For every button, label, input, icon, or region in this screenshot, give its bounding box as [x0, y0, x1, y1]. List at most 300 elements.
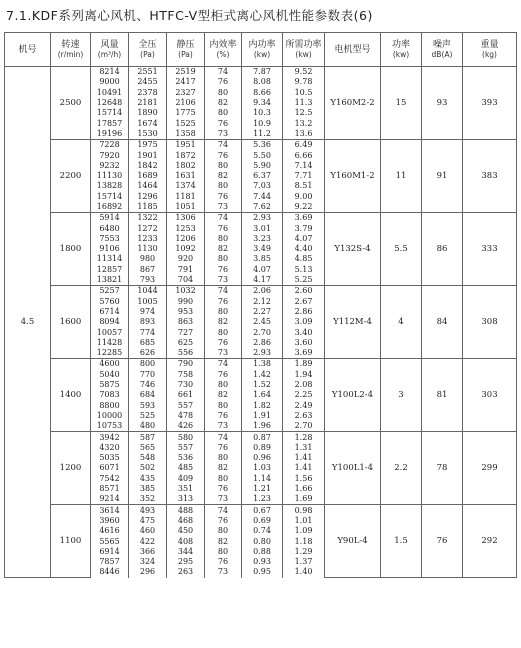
- value-cell: 793: [129, 275, 167, 286]
- value-cell: 4616: [91, 526, 129, 536]
- value-cell: 770: [129, 370, 167, 380]
- value-cell: 12857: [91, 265, 129, 275]
- column-header-unit: (kg): [482, 49, 497, 59]
- value-cell: 1.41: [283, 453, 325, 463]
- value-cell: 1.28: [283, 432, 325, 443]
- column-header-label: 所需功率: [285, 39, 322, 50]
- value-cell: 4.40: [283, 244, 325, 254]
- column-header-label: 噪声: [432, 39, 451, 50]
- value-cell: 7.71: [283, 171, 325, 181]
- value-cell: 1.89: [283, 359, 325, 370]
- value-cell: 435: [129, 474, 167, 484]
- value-cell: 7228: [91, 140, 129, 151]
- value-cell: 1.96: [242, 421, 283, 432]
- value-cell: 82: [205, 463, 242, 473]
- value-cell: 408: [167, 536, 205, 546]
- value-cell: 1.66: [283, 484, 325, 494]
- weight-cell: 393: [463, 67, 517, 140]
- value-cell: 661: [167, 390, 205, 400]
- value-cell: 11314: [91, 254, 129, 264]
- value-cell: 422: [129, 536, 167, 546]
- power-cell: 2.2: [381, 432, 422, 505]
- value-cell: 16892: [91, 202, 129, 213]
- value-cell: 730: [167, 380, 205, 390]
- column-header-label: 风量: [100, 39, 119, 50]
- value-cell: 7.87: [242, 67, 283, 78]
- value-cell: 4.07: [283, 234, 325, 244]
- value-cell: 366: [129, 547, 167, 557]
- value-cell: 82: [205, 98, 242, 108]
- value-cell: 5875: [91, 380, 129, 390]
- value-cell: 0.88: [242, 547, 283, 557]
- column-header-unit: (%): [216, 49, 230, 59]
- table-row: [5, 432, 517, 443]
- column-header-unit: (kw): [392, 49, 410, 59]
- value-cell: 2.93: [242, 213, 283, 224]
- column-header-label: 重量: [480, 39, 499, 50]
- table-row: [5, 286, 517, 297]
- value-cell: 502: [129, 463, 167, 473]
- column-header-label: 内功率: [248, 39, 276, 50]
- value-cell: 790: [167, 359, 205, 370]
- value-cell: 1.18: [283, 536, 325, 546]
- value-cell: 1.40: [283, 567, 325, 577]
- value-cell: 1.31: [283, 443, 325, 453]
- value-cell: 80: [205, 380, 242, 390]
- value-cell: 9000: [91, 77, 129, 87]
- value-cell: 8214: [91, 67, 129, 78]
- value-cell: 746: [129, 380, 167, 390]
- value-cell: 1272: [129, 223, 167, 233]
- value-cell: 80: [205, 474, 242, 484]
- value-cell: 8800: [91, 401, 129, 411]
- value-cell: 4.17: [242, 275, 283, 286]
- value-cell: 3.09: [283, 317, 325, 327]
- value-cell: 15714: [91, 192, 129, 202]
- value-cell: 2.63: [283, 411, 325, 421]
- value-cell: 7.03: [242, 181, 283, 191]
- value-cell: 74: [205, 286, 242, 297]
- value-cell: 1525: [167, 118, 205, 128]
- value-cell: 76: [205, 338, 242, 348]
- value-cell: 73: [205, 348, 242, 359]
- column-header-unit: (r/min): [57, 49, 84, 59]
- noise-cell: 86: [422, 213, 463, 286]
- value-cell: 11.3: [283, 98, 325, 108]
- value-cell: 1374: [167, 181, 205, 191]
- value-cell: 5035: [91, 453, 129, 463]
- value-cell: 727: [167, 327, 205, 337]
- value-cell: 1.03: [242, 463, 283, 473]
- value-cell: 480: [129, 421, 167, 432]
- value-cell: 2.49: [283, 401, 325, 411]
- value-cell: 1233: [129, 234, 167, 244]
- column-header: [205, 33, 242, 67]
- value-cell: 9232: [91, 161, 129, 171]
- column-header: [242, 33, 283, 67]
- value-cell: 5914: [91, 213, 129, 224]
- value-cell: 0.74: [242, 526, 283, 536]
- value-cell: 1872: [167, 150, 205, 160]
- value-cell: 990: [167, 297, 205, 307]
- value-cell: 867: [129, 265, 167, 275]
- value-cell: 863: [167, 317, 205, 327]
- value-cell: 73: [205, 567, 242, 577]
- motor-cell: Y132S-4: [325, 213, 381, 286]
- value-cell: 920: [167, 254, 205, 264]
- value-cell: 6714: [91, 307, 129, 317]
- value-cell: 0.67: [242, 505, 283, 516]
- noise-cell: 78: [422, 432, 463, 505]
- value-cell: 4.07: [242, 265, 283, 275]
- weight-cell: 292: [463, 505, 517, 578]
- value-cell: 9.22: [283, 202, 325, 213]
- value-cell: 296: [129, 567, 167, 577]
- value-cell: 2519: [167, 67, 205, 78]
- value-cell: 76: [205, 557, 242, 567]
- value-cell: 76: [205, 516, 242, 526]
- table-row: [5, 505, 517, 516]
- column-header-label: 静压: [176, 39, 195, 50]
- noise-cell: 76: [422, 505, 463, 578]
- motor-cell: Y100L2-4: [325, 359, 381, 432]
- value-cell: 3942: [91, 432, 129, 443]
- value-cell: 774: [129, 327, 167, 337]
- value-cell: 953: [167, 307, 205, 317]
- table-row: [5, 213, 517, 224]
- value-cell: 10.3: [242, 108, 283, 118]
- value-cell: 8.51: [283, 181, 325, 191]
- value-cell: 352: [129, 494, 167, 505]
- weight-cell: 333: [463, 213, 517, 286]
- value-cell: 565: [129, 443, 167, 453]
- value-cell: 5760: [91, 297, 129, 307]
- value-cell: 7920: [91, 150, 129, 160]
- value-cell: 82: [205, 390, 242, 400]
- value-cell: 344: [167, 547, 205, 557]
- column-header: [91, 33, 129, 67]
- column-header: [381, 33, 422, 67]
- value-cell: 1901: [129, 150, 167, 160]
- value-cell: 10.5: [283, 88, 325, 98]
- value-cell: 3.69: [283, 348, 325, 359]
- speed-cell: 1400: [51, 359, 91, 432]
- value-cell: 1.38: [242, 359, 283, 370]
- value-cell: 1358: [167, 129, 205, 140]
- value-cell: 1464: [129, 181, 167, 191]
- value-cell: 1005: [129, 297, 167, 307]
- value-cell: 7.44: [242, 192, 283, 202]
- value-cell: 6.49: [283, 140, 325, 151]
- value-cell: 5257: [91, 286, 129, 297]
- value-cell: 800: [129, 359, 167, 370]
- value-cell: 7542: [91, 474, 129, 484]
- column-header-label: 功率: [391, 39, 410, 50]
- column-header-unit: dB(A): [431, 49, 453, 59]
- noise-cell: 91: [422, 140, 463, 213]
- value-cell: 385: [129, 484, 167, 494]
- value-cell: 80: [205, 401, 242, 411]
- value-cell: 80: [205, 547, 242, 557]
- value-cell: 76: [205, 411, 242, 421]
- value-cell: 1185: [129, 202, 167, 213]
- value-cell: 3614: [91, 505, 129, 516]
- value-cell: 12.5: [283, 108, 325, 118]
- value-cell: 2.12: [242, 297, 283, 307]
- power-cell: 11: [381, 140, 422, 213]
- value-cell: 73: [205, 494, 242, 505]
- value-cell: 5.25: [283, 275, 325, 286]
- value-cell: 587: [129, 432, 167, 443]
- value-cell: 2455: [129, 77, 167, 87]
- value-cell: 0.80: [242, 536, 283, 546]
- value-cell: 80: [205, 307, 242, 317]
- value-cell: 1.42: [242, 370, 283, 380]
- value-cell: 3.69: [283, 213, 325, 224]
- value-cell: 6914: [91, 547, 129, 557]
- value-cell: 0.96: [242, 453, 283, 463]
- value-cell: 1.91: [242, 411, 283, 421]
- value-cell: 1842: [129, 161, 167, 171]
- value-cell: 0.98: [283, 505, 325, 516]
- value-cell: 3.01: [242, 223, 283, 233]
- value-cell: 80: [205, 108, 242, 118]
- value-cell: 76: [205, 265, 242, 275]
- value-cell: 548: [129, 453, 167, 463]
- value-cell: 485: [167, 463, 205, 473]
- column-header-unit: (Pa): [178, 49, 193, 59]
- value-cell: 80: [205, 88, 242, 98]
- value-cell: 76: [205, 150, 242, 160]
- value-cell: 2.70: [283, 421, 325, 432]
- table-row: [5, 359, 517, 370]
- power-cell: 15: [381, 67, 422, 140]
- value-cell: 893: [129, 317, 167, 327]
- value-cell: 13.2: [283, 118, 325, 128]
- value-cell: 791: [167, 265, 205, 275]
- motor-cell: Y90L-4: [325, 505, 381, 578]
- value-cell: 1322: [129, 213, 167, 224]
- value-cell: 1.14: [242, 474, 283, 484]
- value-cell: 556: [167, 348, 205, 359]
- value-cell: 468: [167, 516, 205, 526]
- motor-cell: Y112M-4: [325, 286, 381, 359]
- value-cell: 1296: [129, 192, 167, 202]
- value-cell: 9.78: [283, 77, 325, 87]
- value-cell: 1631: [167, 171, 205, 181]
- value-cell: 324: [129, 557, 167, 567]
- column-header: [129, 33, 167, 67]
- value-cell: 626: [129, 348, 167, 359]
- value-cell: 1253: [167, 223, 205, 233]
- value-cell: 1.23: [242, 494, 283, 505]
- value-cell: 82: [205, 536, 242, 546]
- value-cell: 4600: [91, 359, 129, 370]
- value-cell: 80: [205, 161, 242, 171]
- value-cell: 1.69: [283, 494, 325, 505]
- value-cell: 478: [167, 411, 205, 421]
- value-cell: 82: [205, 317, 242, 327]
- column-header-label: 电机型号: [334, 44, 371, 55]
- table-row: [5, 140, 517, 151]
- value-cell: 8094: [91, 317, 129, 327]
- value-cell: 493: [129, 505, 167, 516]
- value-cell: 2.25: [283, 390, 325, 400]
- motor-cell: Y160M1-2: [325, 140, 381, 213]
- value-cell: 13821: [91, 275, 129, 286]
- value-cell: 409: [167, 474, 205, 484]
- column-header-label: 机号: [18, 44, 37, 55]
- value-cell: 74: [205, 67, 242, 78]
- value-cell: 82: [205, 171, 242, 181]
- column-header-unit: (m³/h): [97, 49, 122, 59]
- column-header-unit: (kw): [253, 49, 271, 59]
- value-cell: 4320: [91, 443, 129, 453]
- value-cell: 3.23: [242, 234, 283, 244]
- header-row: [5, 33, 517, 67]
- value-cell: 12648: [91, 98, 129, 108]
- value-cell: 980: [129, 254, 167, 264]
- value-cell: 0.93: [242, 557, 283, 567]
- value-cell: 758: [167, 370, 205, 380]
- value-cell: 2.67: [283, 297, 325, 307]
- power-cell: 1.5: [381, 505, 422, 578]
- value-cell: 9214: [91, 494, 129, 505]
- value-cell: 5.13: [283, 265, 325, 275]
- value-cell: 13.6: [283, 129, 325, 140]
- value-cell: 1092: [167, 244, 205, 254]
- power-cell: 3: [381, 359, 422, 432]
- value-cell: 2.93: [242, 348, 283, 359]
- weight-cell: 308: [463, 286, 517, 359]
- speed-cell: 1800: [51, 213, 91, 286]
- value-cell: 0.89: [242, 443, 283, 453]
- value-cell: 1951: [167, 140, 205, 151]
- value-cell: 2.27: [242, 307, 283, 317]
- power-cell: 5.5: [381, 213, 422, 286]
- value-cell: 2417: [167, 77, 205, 87]
- machine-number-cell: 4.5: [5, 67, 51, 578]
- value-cell: 1.56: [283, 474, 325, 484]
- value-cell: 351: [167, 484, 205, 494]
- value-cell: 1.21: [242, 484, 283, 494]
- value-cell: 73: [205, 202, 242, 213]
- noise-cell: 93: [422, 67, 463, 140]
- value-cell: 1.29: [283, 547, 325, 557]
- value-cell: 80: [205, 234, 242, 244]
- speed-cell: 2500: [51, 67, 91, 140]
- value-cell: 1.64: [242, 390, 283, 400]
- value-cell: 11130: [91, 171, 129, 181]
- value-cell: 1306: [167, 213, 205, 224]
- value-cell: 76: [205, 297, 242, 307]
- value-cell: 6480: [91, 223, 129, 233]
- motor-cell: Y160M2-2: [325, 67, 381, 140]
- value-cell: 74: [205, 213, 242, 224]
- value-cell: 6.37: [242, 171, 283, 181]
- value-cell: 2327: [167, 88, 205, 98]
- value-cell: 74: [205, 505, 242, 516]
- value-cell: 4.85: [283, 254, 325, 264]
- value-cell: 11428: [91, 338, 129, 348]
- value-cell: 3960: [91, 516, 129, 526]
- performance-table: [4, 32, 517, 578]
- speed-cell: 1600: [51, 286, 91, 359]
- value-cell: 1181: [167, 192, 205, 202]
- power-cell: 4: [381, 286, 422, 359]
- value-cell: 1.52: [242, 380, 283, 390]
- value-cell: 475: [129, 516, 167, 526]
- value-cell: 1.09: [283, 526, 325, 536]
- table-body: [5, 67, 517, 578]
- value-cell: 76: [205, 223, 242, 233]
- value-cell: 684: [129, 390, 167, 400]
- value-cell: 10000: [91, 411, 129, 421]
- value-cell: 7.14: [283, 161, 325, 171]
- value-cell: 5.90: [242, 161, 283, 171]
- value-cell: 3.60: [283, 338, 325, 348]
- value-cell: 9106: [91, 244, 129, 254]
- weight-cell: 299: [463, 432, 517, 505]
- value-cell: 73: [205, 275, 242, 286]
- value-cell: 7553: [91, 234, 129, 244]
- value-cell: 8446: [91, 567, 129, 577]
- value-cell: 7.62: [242, 202, 283, 213]
- value-cell: 1975: [129, 140, 167, 151]
- column-header: [51, 33, 91, 67]
- value-cell: 460: [129, 526, 167, 536]
- value-cell: 10491: [91, 88, 129, 98]
- value-cell: 19196: [91, 129, 129, 140]
- weight-cell: 383: [463, 140, 517, 213]
- value-cell: 5.36: [242, 140, 283, 151]
- value-cell: 73: [205, 129, 242, 140]
- column-header-label: 内效率: [209, 39, 237, 50]
- value-cell: 17857: [91, 118, 129, 128]
- noise-cell: 84: [422, 286, 463, 359]
- value-cell: 1.37: [283, 557, 325, 567]
- value-cell: 80: [205, 327, 242, 337]
- motor-cell: Y100L1-4: [325, 432, 381, 505]
- value-cell: 1032: [167, 286, 205, 297]
- column-header-label: 全压: [138, 39, 157, 50]
- value-cell: 1051: [167, 202, 205, 213]
- value-cell: 10.9: [242, 118, 283, 128]
- column-header: [167, 33, 205, 67]
- speed-cell: 2200: [51, 140, 91, 213]
- value-cell: 8.08: [242, 77, 283, 87]
- value-cell: 1689: [129, 171, 167, 181]
- column-header: [283, 33, 325, 67]
- value-cell: 974: [129, 307, 167, 317]
- value-cell: 2.45: [242, 317, 283, 327]
- value-cell: 2.08: [283, 380, 325, 390]
- value-cell: 1.01: [283, 516, 325, 526]
- value-cell: 7857: [91, 557, 129, 567]
- value-cell: 0.95: [242, 567, 283, 577]
- column-header: [325, 33, 381, 67]
- value-cell: 2.70: [242, 327, 283, 337]
- speed-cell: 1100: [51, 505, 91, 578]
- value-cell: 2106: [167, 98, 205, 108]
- value-cell: 13828: [91, 181, 129, 191]
- value-cell: 76: [205, 118, 242, 128]
- value-cell: 5565: [91, 536, 129, 546]
- value-cell: 2.86: [242, 338, 283, 348]
- value-cell: 450: [167, 526, 205, 536]
- value-cell: 2551: [129, 67, 167, 78]
- value-cell: 11.2: [242, 129, 283, 140]
